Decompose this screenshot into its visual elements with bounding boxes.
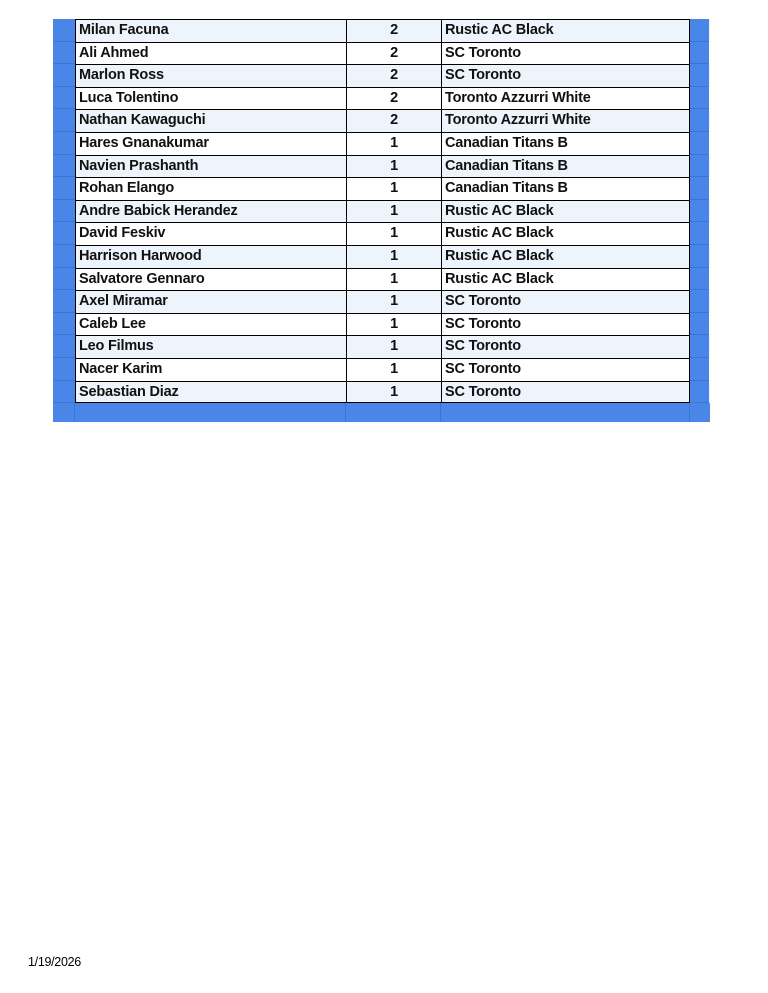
row-gutter-left: [53, 313, 75, 336]
table-body: [53, 19, 710, 403]
table-row: [53, 222, 710, 245]
row-gutter-left: [53, 381, 75, 404]
row-gutter-right: [690, 381, 709, 404]
goals-cell: 1: [346, 358, 441, 381]
row-gutter-left: [53, 200, 75, 223]
row-gutter-left: [53, 335, 75, 358]
team-cell: Rustic AC Black: [441, 19, 690, 42]
row-gutter-left: [53, 109, 75, 132]
goals-cell: 1: [346, 313, 441, 336]
goals-cell: 1: [346, 155, 441, 178]
row-gutter-left: [53, 19, 75, 42]
team-cell: SC Toronto: [441, 290, 690, 313]
team-cell: Canadian Titans B: [441, 132, 690, 155]
team-cell: SC Toronto: [441, 313, 690, 336]
goals-cell: 1: [346, 222, 441, 245]
player-name-cell: David Feskiv: [75, 222, 346, 245]
table-row: [53, 132, 710, 155]
goals-cell: 1: [346, 200, 441, 223]
footer-cell-name: [75, 403, 346, 422]
row-gutter-right: [690, 200, 709, 223]
table-footer-band: [53, 403, 710, 422]
player-name-cell: Luca Tolentino: [75, 87, 346, 110]
table-row: [53, 109, 710, 132]
team-cell: Rustic AC Black: [441, 200, 690, 223]
team-cell: Canadian Titans B: [441, 177, 690, 200]
table-row: [53, 268, 710, 291]
table-row: [53, 381, 710, 404]
row-gutter-right: [690, 19, 709, 42]
goals-cell: 2: [346, 19, 441, 42]
player-name-cell: Salvatore Gennaro: [75, 268, 346, 291]
row-gutter-left: [53, 245, 75, 268]
player-name-cell: Milan Facuna: [75, 19, 346, 42]
footer-gutter-right: [690, 403, 710, 422]
player-name-cell: Leo Filmus: [75, 335, 346, 358]
player-name-cell: Nathan Kawaguchi: [75, 109, 346, 132]
row-gutter-right: [690, 358, 709, 381]
team-cell: SC Toronto: [441, 335, 690, 358]
table-row: [53, 335, 710, 358]
goals-cell: 1: [346, 335, 441, 358]
team-cell: SC Toronto: [441, 381, 690, 404]
team-cell: SC Toronto: [441, 64, 690, 87]
row-gutter-right: [690, 109, 709, 132]
player-name-cell: Andre Babick Herandez: [75, 200, 346, 223]
footer-gutter-left: [53, 403, 75, 422]
player-name-cell: Nacer Karim: [75, 358, 346, 381]
scorers-table: [53, 19, 710, 422]
print-date: 1/19/2026: [28, 955, 81, 969]
team-cell: Rustic AC Black: [441, 222, 690, 245]
row-gutter-right: [690, 87, 709, 110]
team-cell: Rustic AC Black: [441, 268, 690, 291]
row-gutter-left: [53, 87, 75, 110]
table-row: [53, 155, 710, 178]
team-cell: SC Toronto: [441, 42, 690, 65]
team-cell: Toronto Azzurri White: [441, 87, 690, 110]
player-name-cell: Harrison Harwood: [75, 245, 346, 268]
table-row: [53, 245, 710, 268]
player-name-cell: Navien Prashanth: [75, 155, 346, 178]
row-gutter-left: [53, 222, 75, 245]
row-gutter-left: [53, 358, 75, 381]
table-row: [53, 358, 710, 381]
table-row: [53, 19, 710, 42]
row-gutter-left: [53, 290, 75, 313]
row-gutter-left: [53, 132, 75, 155]
row-gutter-right: [690, 222, 709, 245]
table-row: [53, 87, 710, 110]
row-gutter-right: [690, 335, 709, 358]
goals-cell: 2: [346, 42, 441, 65]
row-gutter-right: [690, 132, 709, 155]
goals-cell: 2: [346, 64, 441, 87]
row-gutter-right: [690, 268, 709, 291]
player-name-cell: Ali Ahmed: [75, 42, 346, 65]
table-row: [53, 177, 710, 200]
goals-cell: 1: [346, 268, 441, 291]
table-row: [53, 290, 710, 313]
goals-cell: 1: [346, 290, 441, 313]
row-gutter-right: [690, 177, 709, 200]
goals-cell: 1: [346, 177, 441, 200]
player-name-cell: Marlon Ross: [75, 64, 346, 87]
goals-cell: 1: [346, 132, 441, 155]
table-row: [53, 313, 710, 336]
goals-cell: 1: [346, 381, 441, 404]
table-row: [53, 200, 710, 223]
row-gutter-right: [690, 64, 709, 87]
row-gutter-left: [53, 268, 75, 291]
row-gutter-right: [690, 313, 709, 336]
player-name-cell: Hares Gnanakumar: [75, 132, 346, 155]
player-name-cell: Sebastian Diaz: [75, 381, 346, 404]
player-name-cell: Caleb Lee: [75, 313, 346, 336]
team-cell: SC Toronto: [441, 358, 690, 381]
footer-cell-goals: [346, 403, 441, 422]
team-cell: Toronto Azzurri White: [441, 109, 690, 132]
team-cell: Rustic AC Black: [441, 245, 690, 268]
row-gutter-left: [53, 177, 75, 200]
row-gutter-right: [690, 290, 709, 313]
goals-cell: 1: [346, 245, 441, 268]
row-gutter-right: [690, 42, 709, 65]
table-row: [53, 64, 710, 87]
footer-cell-team: [441, 403, 690, 422]
goals-cell: 2: [346, 87, 441, 110]
team-cell: Canadian Titans B: [441, 155, 690, 178]
player-name-cell: Rohan Elango: [75, 177, 346, 200]
row-gutter-right: [690, 245, 709, 268]
row-gutter-left: [53, 42, 75, 65]
row-gutter-left: [53, 155, 75, 178]
player-name-cell: Axel Miramar: [75, 290, 346, 313]
row-gutter-right: [690, 155, 709, 178]
row-gutter-left: [53, 64, 75, 87]
table-row: [53, 42, 710, 65]
goals-cell: 2: [346, 109, 441, 132]
